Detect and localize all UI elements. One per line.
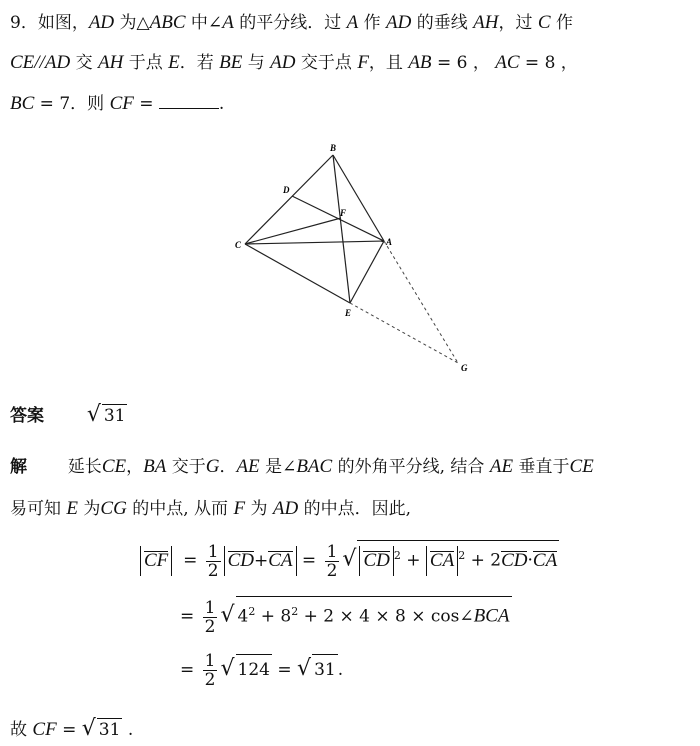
text: 作 [358, 13, 387, 33]
label-G: G [461, 363, 468, 373]
equation-1: CF = $\frac{1}{2}$ CD+CA = $\frac{1}{2}$ √ CD $^2$ + CA $^2$ + 2CD·CA [140, 540, 559, 580]
text: AD [270, 52, 296, 73]
text: 垂直于 [513, 457, 570, 477]
text: AH [97, 52, 124, 73]
vector-CD: CD [501, 549, 528, 571]
text: 的外角平分线, 结合 [332, 457, 490, 477]
text: 9．如图， [10, 13, 89, 33]
denominator: 2 [207, 560, 219, 581]
text: A [222, 12, 234, 33]
text: AD [386, 12, 412, 33]
text: AH [473, 12, 499, 33]
text: BAC [296, 456, 333, 477]
label-D: D [283, 185, 290, 195]
conclusion-line [10, 718, 133, 741]
text: 4 [237, 606, 249, 627]
text: CE [101, 456, 127, 477]
text: CG [100, 498, 127, 519]
label-F: F [340, 208, 347, 218]
text: AE [236, 456, 260, 477]
text: = 7．则 [34, 94, 110, 114]
label-C: C [235, 240, 242, 250]
text: = 8 ， [519, 53, 578, 73]
text: 交 [70, 53, 98, 73]
exponent: 2 [458, 549, 466, 562]
text: ，且 [368, 53, 409, 73]
sqrt-sign: √ [342, 546, 357, 572]
label-A: A [386, 237, 393, 247]
text: 的中点．因此, [298, 499, 412, 519]
solution-label: 解 [10, 457, 27, 477]
text: E [66, 498, 79, 519]
numerator: 1 [204, 651, 216, 671]
radicand: 31 [312, 654, 338, 685]
vector-CA: CA [532, 549, 558, 571]
text: CE [569, 456, 594, 477]
radicand: CD $^2$ + CA $^2$ + 2CD·CA [357, 540, 559, 576]
equation-3: = $\frac{1}{2}$ √ 124 = √ 31 . [180, 651, 344, 690]
vector-CF: CF [144, 549, 169, 571]
text: · [527, 550, 533, 571]
segment-CF [245, 218, 341, 244]
text: 的中点, 从而 [126, 499, 234, 519]
text: AE [489, 456, 514, 477]
text: G [205, 456, 220, 477]
vector-CD: CD [227, 549, 254, 571]
text: F [357, 52, 369, 73]
text: ，过 [498, 13, 538, 33]
exponent: 2 [248, 605, 256, 618]
text: AD [44, 52, 71, 73]
numerator: 1 [326, 541, 338, 562]
text: F [233, 498, 246, 519]
text: = [56, 720, 82, 740]
fraction-half [325, 543, 340, 580]
solution-line-1 [10, 456, 594, 478]
text: BC [10, 93, 35, 114]
dashed-AG [384, 241, 458, 363]
text: AC [495, 52, 520, 73]
text: . [122, 720, 134, 740]
text: AB [408, 52, 432, 73]
text: 作 [550, 13, 573, 33]
vector-CA: CA [429, 549, 455, 571]
text: ABC [149, 12, 186, 33]
exponent: 2 [393, 549, 401, 562]
text: BE [219, 52, 243, 73]
dashed-EG [350, 303, 458, 363]
fraction-half [203, 599, 218, 636]
text: BCA [473, 605, 510, 627]
text: + 2 × 4 × 8 × cos∠ [298, 606, 474, 627]
text: CF [109, 93, 134, 114]
sqrt-sign: √ [220, 656, 235, 681]
radicand: 124 [236, 654, 272, 685]
text: . [218, 94, 225, 114]
fraction-half [206, 543, 221, 580]
segment-CA [245, 241, 384, 244]
text: 为 [245, 499, 273, 519]
text: = [133, 94, 159, 114]
text: 为 [78, 499, 101, 519]
text: 于点 [123, 53, 169, 73]
sqrt-sign: √ [220, 602, 235, 628]
text: 中∠ [185, 13, 223, 33]
text: = 6 ， [431, 53, 496, 73]
answer-value: 31 [103, 406, 126, 426]
vector-CA: CA [268, 549, 293, 571]
answer-line [10, 404, 127, 427]
text: // [34, 52, 45, 73]
text: CE [10, 52, 35, 73]
segment-AE [350, 241, 384, 303]
text: 交于点 [295, 53, 358, 73]
sqrt-sign: √ [297, 656, 312, 681]
text: AD [88, 12, 115, 33]
exponent: 2 [291, 605, 299, 618]
text: + 8 [255, 606, 292, 627]
numerator: 1 [204, 597, 216, 618]
denominator: 2 [326, 560, 338, 581]
sqrt-sign: √ [81, 716, 96, 741]
text: 为△ [114, 13, 150, 33]
text: A [346, 12, 359, 33]
radicand [236, 596, 512, 632]
text: + [253, 550, 269, 571]
text: 故 [10, 720, 33, 740]
text: 易可知 [10, 499, 67, 519]
vector-CD: CD [363, 549, 390, 571]
solution-line-2 [10, 498, 411, 520]
segment-BE [333, 155, 350, 303]
abs-CD [359, 546, 393, 576]
label-B: B [330, 143, 337, 153]
text: 交于 [166, 457, 206, 477]
sqrt-sign: √ [86, 402, 101, 427]
abs-CA [426, 546, 458, 576]
fraction-half [203, 652, 218, 689]
text: ．若 [179, 53, 220, 73]
abs-CF [140, 546, 172, 576]
denominator: 2 [204, 670, 216, 690]
text: . [337, 660, 344, 680]
text: 与 [242, 53, 271, 73]
numerator: 1 [207, 541, 219, 562]
text: CF [32, 719, 57, 740]
text: 的平分线．过 [233, 13, 347, 33]
text: BA [143, 456, 167, 477]
segment-BC [245, 155, 333, 244]
text: E [168, 52, 180, 73]
text: 延长 [67, 457, 102, 477]
denominator: 2 [204, 616, 216, 637]
radicand: 31 [98, 720, 121, 740]
text: 是∠ [259, 457, 297, 477]
abs-sum [224, 546, 297, 576]
text: 2 [490, 550, 502, 571]
answer-label: 答案 [10, 406, 44, 426]
segment-CE [245, 244, 350, 303]
equation-2: = $\frac{1}{2}$ √ $4^2 + 8^2 + 2 \times 4 \times 8$ × cos∠BCA [180, 597, 510, 637]
text: ， [126, 457, 144, 477]
text: C [537, 12, 551, 33]
text: 的垂线 [411, 13, 474, 33]
text: ． [219, 457, 237, 477]
label-E: E [345, 308, 352, 318]
text: AD [272, 498, 299, 519]
